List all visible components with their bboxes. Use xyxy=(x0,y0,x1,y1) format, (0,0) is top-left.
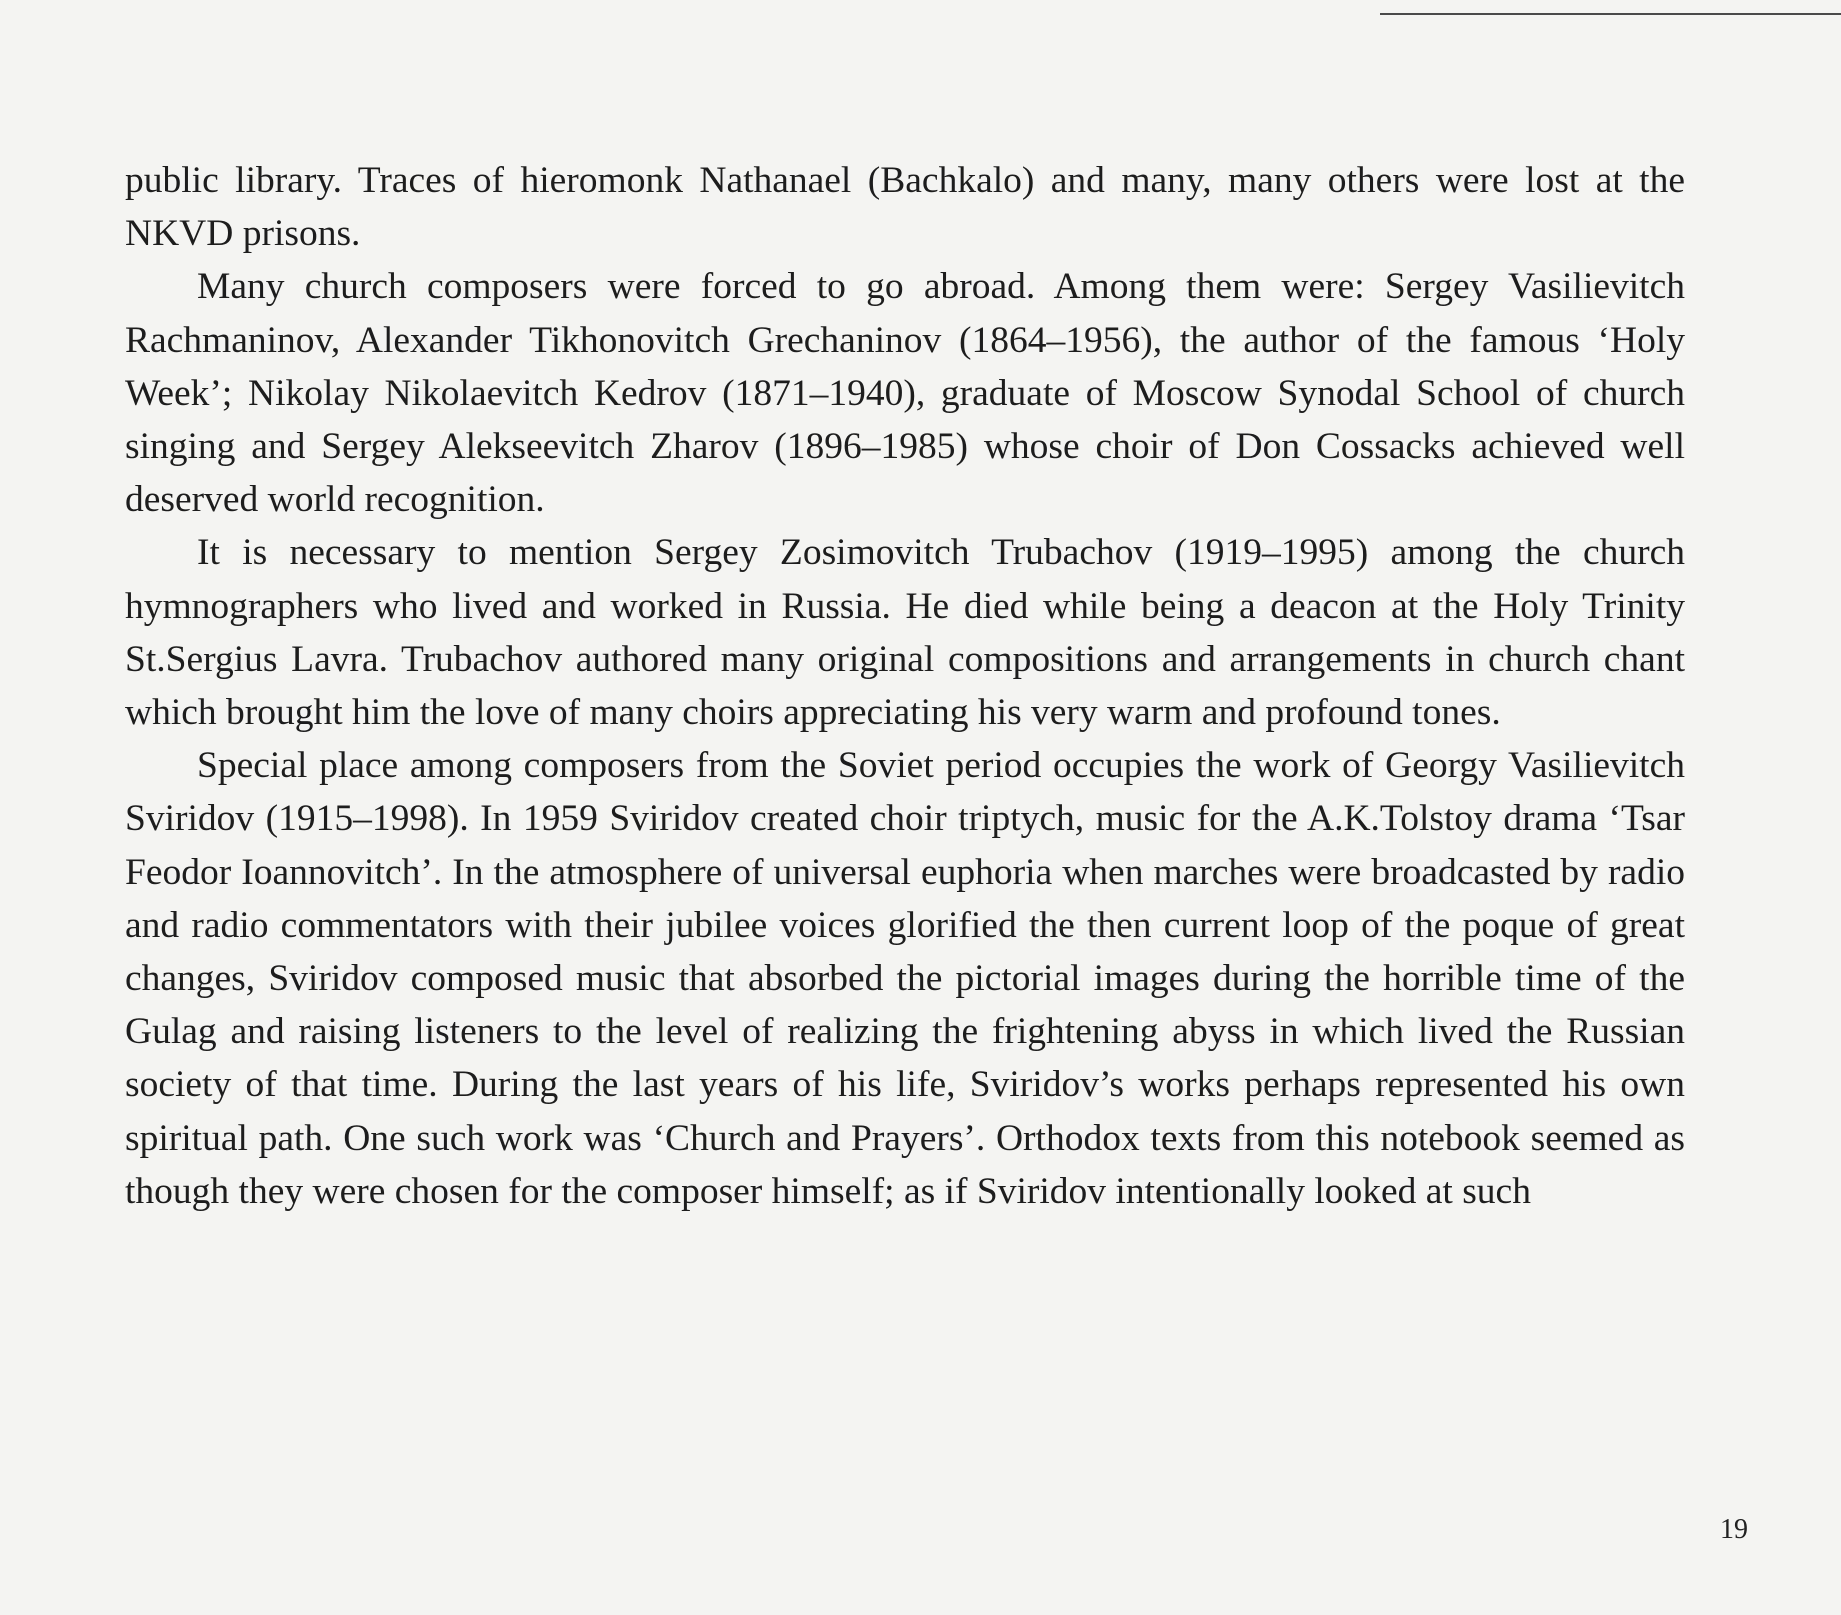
top-rule xyxy=(1380,13,1841,15)
body-text xyxy=(125,154,1685,1218)
paragraph-1: public library. Traces of hieromonk Nathanael (Bachkalo) and many, many others were lost at the NKVD prisons. xyxy=(125,160,1685,255)
paragraph-3: It is necessary to mention Sergey Zosimovitch Trubachov (1919–1995) among the church hymnographers who lived and worked in Russia. He died while being a deacon at the Holy Trinity St.Sergius Lavra. Trubachov authored many original compositions and arrangements in church chant which brought him the love of many choirs appreciating his very warm and profound tones. xyxy=(125,532,1685,734)
paragraph-2: Many church composers were forced to go abroad. Among them were: Sergey Vasilievitch Rachmaninov, Alexander Tikhonovitch Grechaninov (1864–1956), the author of the famous ‘Holy Week’; Nikolay Nikolaevitch Kedrov (1871–1940), graduate of Moscow Synodal School of church singing and Sergey Alekseevitch Zharov (1896–1985) whose choir of Don Cossacks achieved well deserved world recognition. xyxy=(125,266,1685,521)
page-number: 19 xyxy=(1720,1514,1748,1545)
paragraph-4: Special place among composers from the Soviet period occupies the work of Georgy Vasilievitch Sviridov (1915–1998). In 1959 Sviridov created choir triptych, music for the A.K.Tolstoy drama ‘Tsar Feodor Ioannovitch’. In the atmosphere of universal euphoria when marches were broadcasted by radio and radio commentators with their jubilee voices glorified the then current loop of the poque of great changes, Sviridov composed music that absorbed the pictorial images during the horrible time of the Gulag and raising listeners to the level of realizing the frightening abyss in which lived the Russian society of that time. During the last years of his life, Sviridov’s works perhaps represented his own spiritual path. One such work was ‘Church and Prayers’. Orthodox texts from this notebook seemed as though they were chosen for the composer himself; as if Sviridov intentionally looked at such xyxy=(125,745,1685,1212)
